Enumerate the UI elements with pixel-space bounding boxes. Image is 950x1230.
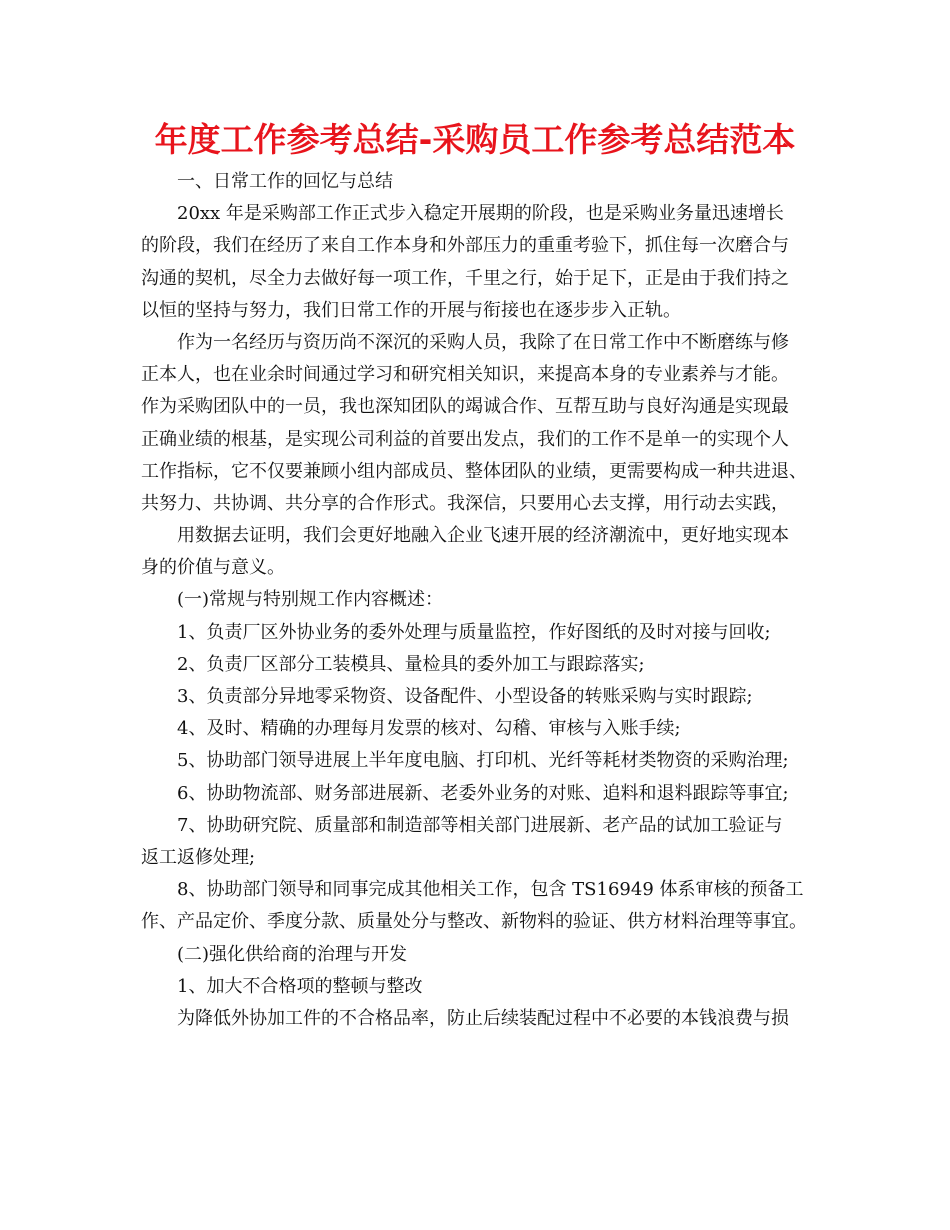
document-body: [141, 166, 831, 1035]
paragraph-line: 用数据去证明，我们会更好地融入企业飞速开展的经济潮流中，更好地实现本: [177, 525, 789, 547]
paragraph-line: 共努力、共协调、共分享的合作形式。我深信，只要用心去支撑，用行动去实践，: [141, 492, 789, 514]
paragraph-line: 正确业绩的根基，是实现公司利益的首要出发点，我们的工作不是单一的实现个人: [141, 428, 789, 450]
paragraph-line: 返工返修处理;: [141, 846, 256, 868]
paragraph-line: 3、负责部分异地零采物资、设备配件、小型设备的转账采购与实时跟踪;: [177, 686, 753, 707]
paragraph-line: (二)强化供给商的治理与开发: [177, 943, 408, 965]
paragraph-line: 4、及时、精确的办理每月发票的核对、勾稽、审核与入账手续;: [177, 718, 681, 740]
paragraph-line: 作为一名经历与资历尚不深沉的采购人员，我除了在日常工作中不断磨练与修: [177, 331, 789, 353]
paragraph-line: 8、协助部门领导和同事完成其他相关工作，包含 TS16949 体系审核的预备工: [177, 879, 804, 901]
paragraph-line: 为降低外协加工件的不合格品率，防止后续装配过程中不必要的本钱浪费与损: [177, 1007, 789, 1029]
paragraph-line: 20xx 年是采购部工作正式步入稳定开展期的阶段，也是采购业务量迅速增长: [177, 203, 784, 225]
paragraph-line: 沟通的契机，尽全力去做好每一项工作，千里之行，始于足下，正是由于我们持之: [141, 267, 789, 289]
paragraph-line: 一、日常工作的回忆与总结: [177, 171, 393, 192]
paragraph-line: 以恒的坚持与努力，我们日常工作的开展与衔接也在逐步步入正轨。: [141, 299, 681, 321]
paragraph-line: 身的价值与意义。: [141, 557, 285, 579]
document-title: 年度工作参考总结-采购员工作参考总结范本: [154, 120, 796, 159]
paragraph-line: 正本人，也在业余时间通过学习和研究相关知识，来提高本身的专业素养与才能。: [141, 364, 789, 386]
paragraph-line: 作、产品定价、季度分款、质量处分与整改、新物料的验证、供方材料治理等事宜。: [141, 911, 807, 933]
paragraph-line: 7、协助研究院、质量部和制造部等相关部门进展新、老产品的试加工验证与: [177, 814, 783, 836]
paragraph-line: 2、负责厂区部分工装模具、量检具的委外加工与跟踪落实;: [177, 653, 645, 675]
paragraph-line: 工作指标，它不仅要兼顾小组内部成员、整体团队的业绩，更需要构成一种共进退、: [141, 460, 807, 482]
paragraph-line: 1、加大不合格项的整顿与整改: [177, 975, 423, 997]
paragraph-line: 6、协助物流部、财务部进展新、老委外业务的对账、追料和退料跟踪等事宜;: [177, 782, 789, 804]
paragraph-line: (一)常规与特别规工作内容概述：: [177, 589, 444, 611]
paragraph-line: 的阶段，我们在经历了来自工作本身和外部压力的重重考验下，抓住每一次磨合与: [141, 235, 789, 257]
paragraph-line: 作为采购团队中的一员，我也深知团队的竭诚合作、互帮互助与良好沟通是实现最: [141, 396, 789, 418]
paragraph-line: 5、协助部门领导进展上半年度电脑、打印机、光纤等耗材类物资的采购治理;: [177, 750, 789, 772]
paragraph-line: 1、负责厂区外协业务的委外处理与质量监控，作好图纸的及时对接与回收;: [177, 621, 771, 643]
